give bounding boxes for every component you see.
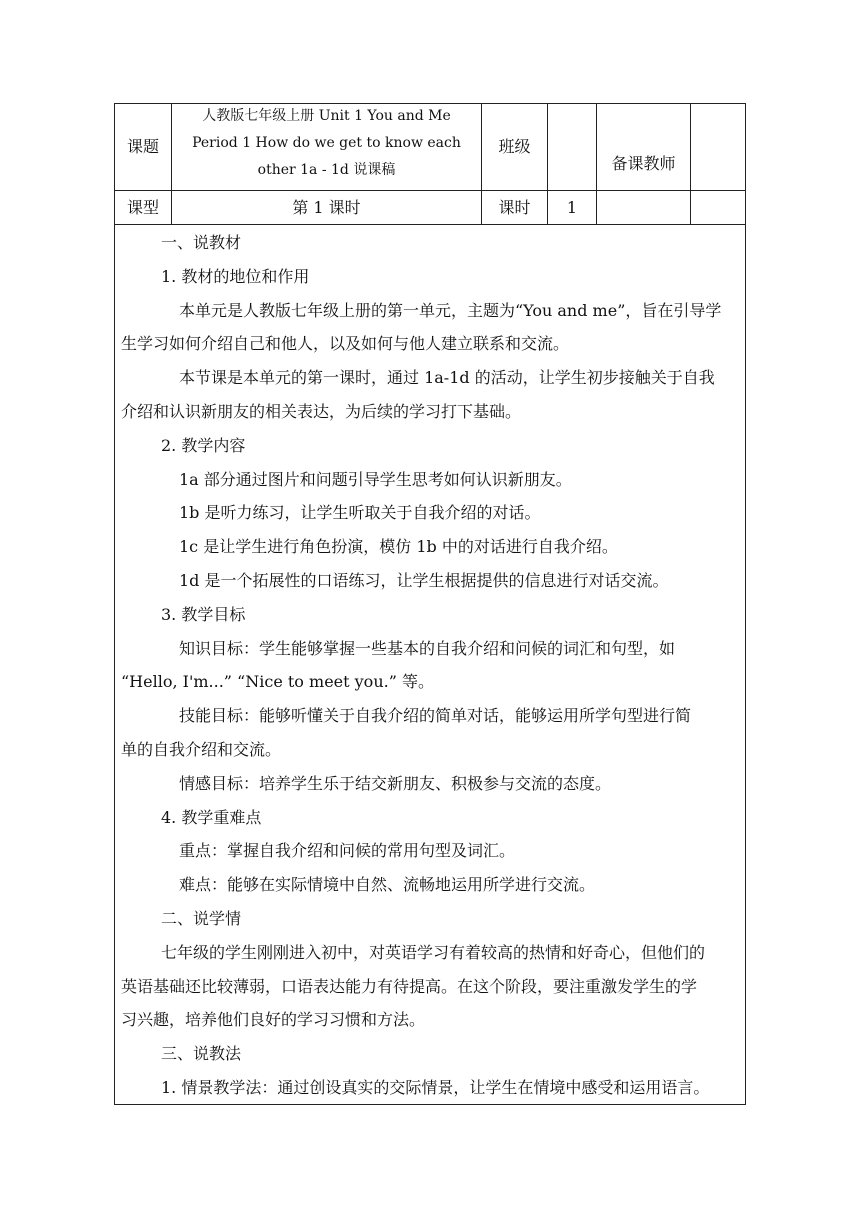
paragraph-line: 难点：能够在实际情境中自然、流畅地运用所学进行交流。 [179, 875, 596, 895]
paragraph-line: 知识目标：学生能够掌握一些基本的自我介绍和问候的词汇和句型，如 [179, 638, 676, 658]
paragraph-line: 本节课是本单元的第一课时，通过 1a-1d 的活动，让学生初步接触关于自我 [179, 368, 715, 388]
subsection-heading: 1. 教材的地位和作用 [161, 266, 310, 286]
paragraph-line: 重点：掌握自我介绍和问候的常用句型及词汇。 [179, 841, 516, 861]
subsection-heading: 2. 教学内容 [161, 435, 246, 455]
paragraph-line: 生学习如何介绍自己和他人，以及如何与他人建立联系和交流。 [121, 334, 570, 354]
table-border-right [745, 103, 746, 1105]
table-border-top [114, 103, 746, 104]
paragraph-line: 情感目标：培养学生乐于结交新朋友、积极参与交流的态度。 [179, 773, 612, 793]
paragraph-line: 七年级的学生刚刚进入初中，对英语学习有着较高的热情和好奇心，但他们的 [161, 942, 706, 962]
paragraph-line: 习兴趣，培养他们良好的学习习惯和方法。 [121, 1010, 426, 1030]
paragraph-line: 单的自我介绍和交流。 [121, 739, 282, 759]
section-heading-3: 三、说教法 [161, 1044, 242, 1064]
subsection-heading: 4. 教学重难点 [161, 807, 262, 827]
hours-value: 1 [566, 198, 578, 217]
section-heading-1: 一、说教材 [161, 233, 242, 252]
lesson-body [121, 226, 743, 1105]
topic-label: 课题 [126, 137, 159, 156]
paragraph-line: 1b 是听力练习，让学生听取关于自我介绍的对话。 [179, 503, 541, 523]
paragraph-line: “Hello, I'm...” “Nice to meet you.” 等。 [121, 672, 434, 692]
paragraph-line: 1. 情景教学法：通过创设真实的交际情景，让学生在情境中感受和运用语言。 [161, 1077, 710, 1097]
hours-label: 课时 [498, 198, 531, 217]
table-border-left [114, 103, 115, 1105]
table-header-bottom [114, 224, 746, 225]
paragraph-line: 介绍和认识新朋友的相关表达，为后续的学习打下基础。 [121, 401, 522, 421]
topic-line-2: Period 1 How do we get to know each [192, 135, 461, 151]
section-heading-2: 二、说学情 [161, 908, 242, 928]
table-row-divider [114, 190, 746, 191]
paragraph-line: 1c 是让学生进行角色扮演，模仿 1b 中的对话进行自我介绍。 [179, 537, 618, 557]
col-divider-5 [690, 103, 691, 225]
topic-line-3: other 1a - 1d 说课稿 [257, 162, 396, 178]
paragraph-line: 1a 部分通过图片和问题引导学生思考如何认识新朋友。 [179, 469, 572, 489]
subsection-heading: 3. 教学目标 [161, 604, 246, 624]
paragraph-line: 本单元是人教版七年级上册的第一单元，主题为“You and me”，旨在引导学 [179, 300, 722, 320]
type-value: 第 1 课时 [292, 198, 361, 217]
type-label: 课型 [126, 198, 159, 217]
paragraph-line: 英语基础还比较薄弱，口语表达能力有待提高。在这个阶段，要注重激发学生的学 [121, 976, 698, 996]
class-label: 班级 [498, 137, 531, 156]
paragraph-line: 1d 是一个拓展性的口语练习，让学生根据提供的信息进行对话交流。 [179, 570, 669, 590]
topic-line-1: 人教版七年级上册 Unit 1 You and Me [202, 108, 451, 124]
paragraph-line: 技能目标：能够听懂关于自我介绍的简单对话，能够运用所学句型进行简 [179, 706, 692, 726]
teacher-label: 备课教师 [611, 154, 676, 173]
